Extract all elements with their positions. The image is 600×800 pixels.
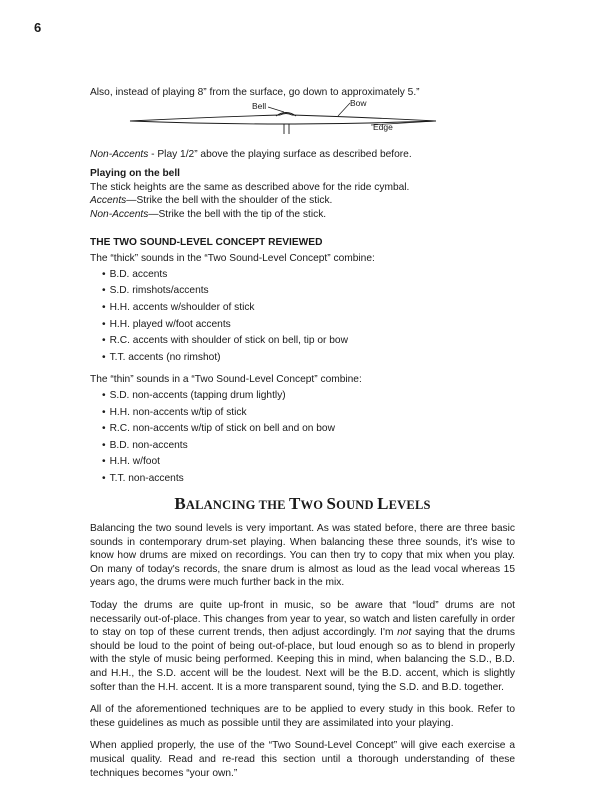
- thick-intro: The “thick” sounds in the “Two Sound-Level Concept” combine:: [90, 253, 375, 265]
- balancing-heading: [90, 494, 515, 514]
- list-item: • R.C. non-accents w/tip of stick on bell and on bow: [102, 421, 515, 438]
- cymbal-drawing: [90, 100, 515, 138]
- balancing-para-2: [90, 599, 515, 694]
- list-item: • H.H. accents w/shoulder of stick: [102, 300, 515, 317]
- bell-non-accents-label: Non-Accents: [90, 208, 149, 220]
- intro-line: Also, instead of playing 8” from the surface, go down to approximately 5.”: [90, 87, 420, 98]
- heading-small-caps: OUND: [336, 498, 378, 513]
- heading-cap: T: [289, 494, 301, 514]
- list-item: • H.H. w/foot: [102, 454, 515, 471]
- list-item: • T.T. non-accents: [102, 471, 515, 488]
- thin-list: [102, 388, 515, 488]
- list-item: • S.D. non-accents (tapping drum lightly): [102, 388, 515, 405]
- non-accents-line: [90, 148, 515, 162]
- list-item: • H.H. non-accents w/tip of stick: [102, 405, 515, 422]
- bell-non-accents-text: —Strike the bell with the tip of the stick.: [148, 208, 327, 220]
- balancing-para-1: Balancing the two sound levels is very important. As was stated before, there are three basic sounds in contemporary drum-set playing. When balancing these three sounds, it's wise to know how drums are mixed on recordings. You can then try to copy that mix when you play. On many of today's records, the snare drum is almost as loud as the lead vocal whereas 15 years ago, the drums were much further back in the mix.: [90, 523, 515, 589]
- cymbal-diagram: [90, 97, 515, 138]
- bell-heading: Playing on the bell: [90, 168, 181, 180]
- list-item: • B.D. non-accents: [102, 438, 515, 455]
- list-item: • B.D. accents: [102, 267, 515, 284]
- para2-text-b: saying that the drums should be loud to the point of being out-of-place, but loud enough so as to blend in properly with the style of music being performed. Keeping this in mind, when balancing the S.D., B.D. and H.H., the S.D. accent will be the loudest. Next will be the B.D. accent, which is slightly softer than the H.H. accent. It is a more transparent sound, tying the S.D. and B.D. together.: [90, 627, 515, 693]
- review-heading: THE TWO SOUND-LEVEL CONCEPT REVIEWED: [90, 236, 323, 248]
- heading-cap: L: [377, 494, 389, 514]
- list-item: • T.T. accents (no rimshot): [102, 350, 515, 367]
- bell-line1: The stick heights are the same as described above for the ride cymbal.: [90, 181, 410, 193]
- heading-cap: B: [174, 494, 186, 514]
- para2-text-a: Today the drums are quite up-front in music, so be aware that “loud” drums are not necessarily out-of-place. This changes from year to year, so watch and listen carefully in order to stay on top of these current trends, then adjust accordingly. I'm: [90, 600, 515, 639]
- non-accents-text: - Play 1/2” above the playing surface as described before.: [148, 148, 412, 160]
- list-item: • H.H. played w/foot accents: [102, 317, 515, 334]
- para2-emphasis: not: [397, 627, 412, 639]
- balancing-para-3: All of the aforementioned techniques are to be applied to every study in this book. Refer to these guidelines as much as possible until they are assimilated into your playing.: [90, 704, 515, 729]
- heading-cap: S: [326, 494, 337, 514]
- heading-small-caps: ALANCING THE: [185, 498, 289, 513]
- page-number: 6: [34, 20, 42, 35]
- bell-label: Bell: [252, 100, 267, 111]
- edge-label: Edge: [373, 121, 393, 132]
- bell-accents-label: Accents: [90, 195, 127, 207]
- list-item: • S.D. rimshots/accents: [102, 283, 515, 300]
- heading-small-caps: EVELS: [388, 498, 431, 513]
- heading-small-caps: WO: [300, 498, 327, 513]
- non-accents-label: Non-Accents: [90, 148, 149, 160]
- bell-accents-line: [90, 194, 515, 208]
- bell-accents-text: —Strike the bell with the shoulder of the stick.: [126, 195, 333, 207]
- thick-list: [102, 267, 515, 367]
- balancing-para-4: When applied properly, the use of the “Two Sound-Level Concept” will give each exercise a musical quality. Read and re-read this section until a thorough understanding of these techniques becomes “your own.”: [90, 740, 515, 779]
- bow-label: Bow: [350, 97, 367, 108]
- page-content: [90, 86, 515, 789]
- list-item: • R.C. accents with shoulder of stick on bell, tip or bow: [102, 333, 515, 350]
- bell-non-accents-line: [90, 208, 515, 222]
- thin-intro: The “thin” sounds in a “Two Sound-Level Concept” combine:: [90, 374, 362, 386]
